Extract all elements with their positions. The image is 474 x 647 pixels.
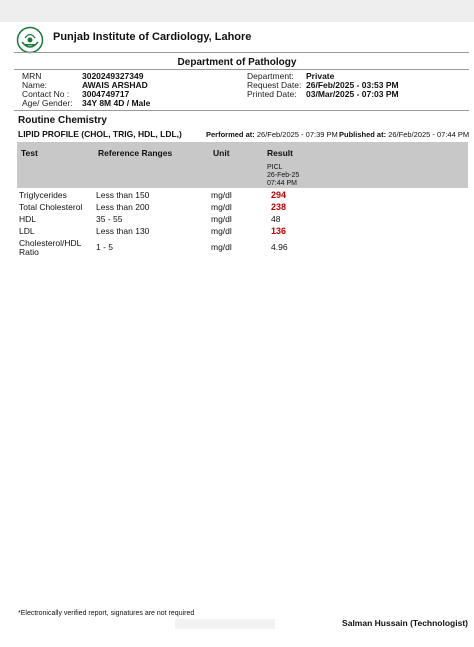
published-at [339,130,469,139]
mrn-label: MRN [22,71,42,81]
performed-value: 26/Feb/2025 - 07:39 PM [256,130,338,139]
row-unit: mg/dl [211,226,232,236]
col-header-unit: Unit [213,148,230,158]
table-header-band [17,142,468,188]
performed-at [206,130,338,139]
dept-value: Private [306,71,335,81]
institute-name: Punjab Institute of Cardiology, Lahore [53,31,252,43]
published-label: Published at: [339,130,387,139]
name-value: AWAIS ARSHAD [82,80,148,90]
row-test [19,239,81,257]
verification-note: *Electronically verified report, signatures are not required [18,610,195,617]
technologist-signature: Salman Hussain (Technologist) [342,618,468,628]
row-range: 1 - 5 [96,242,114,252]
request-date-value: 26/Feb/2025 - 03:53 PM [306,80,399,90]
watermark-band [175,619,275,629]
patient-labels [22,72,73,108]
col-header-result: Result [267,148,293,158]
row-range: Less than 200 [96,202,150,212]
result-sub-time: 07:44 PM [267,180,297,187]
name-label: Name: [22,80,48,90]
row-result: 4.96 [271,242,288,252]
row-unit: mg/dl [211,202,232,212]
dept-label: Department: [247,71,294,81]
dept-divider [14,69,469,70]
age-label: Age/ Gender: [22,98,73,108]
row-test: Triglycerides [19,190,67,200]
row-unit: mg/dl [211,214,232,224]
performed-label: Performed at: [206,130,255,139]
printed-date-value: 03/Mar/2025 - 07:03 PM [306,89,399,99]
row-result: 48 [271,214,281,224]
test-name: LIPID PROFILE (CHOL, TRIG, HDL, LDL,) [18,129,182,139]
row-test: LDL [19,226,35,236]
header-divider [14,52,469,53]
result-sub-date: 26-Feb-25 [267,172,300,179]
info-divider [14,110,469,111]
col-header-range: Reference Ranges [98,148,173,158]
patient-values [82,72,150,108]
mrn-value: 3020249327349 [82,71,144,81]
institute-logo [16,26,44,54]
row-result: 294 [271,190,287,200]
section-title: Routine Chemistry [18,115,107,126]
contact-value: 3004749717 [82,89,130,99]
request-date-label: Request Date: [247,80,302,90]
col-header-test: Test [21,148,38,158]
request-labels [247,72,301,99]
published-value: 26/Feb/2025 - 07:44 PM [388,130,470,139]
row-unit: mg/dl [211,190,232,200]
top-band [0,0,474,22]
contact-label: Contact No : [22,89,70,99]
result-sub-lab: PICL [267,164,283,171]
row-range: 35 - 55 [96,214,123,224]
row-test-line1: Cholesterol/HDL [19,238,82,248]
row-range: Less than 150 [96,190,150,200]
row-range: Less than 130 [96,226,150,236]
row-result: 136 [271,226,287,236]
age-value: 34Y 8M 4D / Male [82,98,151,108]
row-test-line2: Ratio [19,247,39,257]
row-test: HDL [19,214,37,224]
row-unit: mg/dl [211,242,232,252]
row-test: Total Cholesterol [19,202,83,212]
printed-date-label: Printed Date: [247,89,297,99]
request-values [306,72,399,99]
department-title: Department of Pathology [177,57,297,68]
row-result: 238 [271,202,287,212]
result-subheader [267,164,299,188]
